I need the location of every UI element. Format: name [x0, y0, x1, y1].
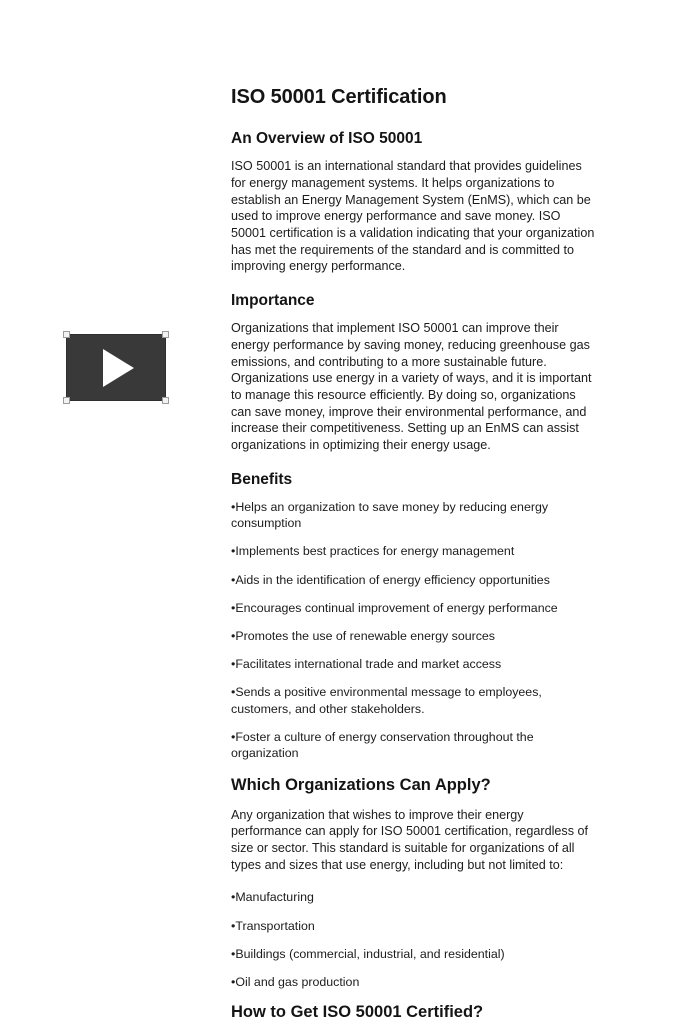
section-heading-importance: Importance — [231, 292, 315, 310]
video-thumbnail[interactable] — [67, 335, 165, 400]
bullet-dot: • — [231, 572, 236, 587]
section-benefits — [231, 470, 597, 761]
list-item-label: Aids in the identification of energy efficiency opportunities — [235, 572, 550, 587]
document-content — [231, 85, 597, 1034]
list-item-label: Sends a positive environmental message to employees, customers, and other stakeholders. — [231, 685, 542, 716]
list-item-label: Helps an organization to save money by reducing energy consumption — [231, 499, 549, 531]
selection-handle-top-left[interactable] — [63, 331, 70, 338]
bullet-dot: • — [231, 657, 236, 672]
list-item-label: Promotes the use of renewable energy sources — [235, 628, 496, 643]
bullet-dot: • — [231, 600, 236, 615]
list-item — [231, 543, 597, 559]
list-item — [231, 628, 597, 644]
list-item-label: Transportation — [235, 918, 315, 933]
bullet-dot: • — [231, 628, 236, 643]
list-item-label: Implements best practices for energy management — [235, 544, 515, 559]
section-heading-benefits: Benefits — [231, 470, 293, 488]
bullet-dot: • — [231, 544, 236, 559]
list-item-label: Manufacturing — [235, 890, 314, 905]
section-paragraph-which-organizations: Any organization that wishes to improve their energy performance can apply for ISO 50001 certification, regardless of size or sector. This standard is suitable for organizations of all types and sizes that use energy, including but not limited to: — [231, 807, 589, 872]
section-overview — [231, 129, 597, 275]
organization-types-bullet-list — [231, 889, 597, 990]
section-paragraph-importance: Organizations that implement ISO 50001 can improve their energy performance by saving money, reducing greenhouse gas emissions, and contributing to a more sustainable future. Organizations use energy in a variety of ways, and it is important to manage this resource efficiently. By doing so, organizations can save money, improve their environmental performance, and increase their competitiveness. Setting up an EnMS can assist organizations in optimizing their energy usage. — [231, 321, 592, 453]
list-item — [231, 600, 597, 616]
selection-handle-bottom-right[interactable] — [162, 397, 169, 404]
list-item-label: Buildings (commercial, industrial, and residential) — [235, 946, 505, 961]
section-paragraph-overview: ISO 50001 is an international standard that provides guidelines for energy management systems. It helps organizations to establish an Energy Management System (EnMS), which can be used to improve energy performance and save money. ISO 50001 certification is a validation indicating that your organization has met the requirements of the standard and is committed to improving energy performance. — [231, 159, 595, 274]
list-item — [231, 684, 597, 716]
page-title: ISO 50001 Certification — [231, 86, 447, 108]
selection-handle-top-right[interactable] — [162, 331, 169, 338]
list-item-label: Encourages continual improvement of energy performance — [235, 600, 558, 615]
video-placeholder-object[interactable] — [67, 335, 165, 400]
play-triangle-icon[interactable] — [103, 349, 134, 387]
list-item — [231, 918, 597, 934]
benefits-bullet-list — [231, 499, 597, 761]
bullet-dot: • — [231, 729, 236, 744]
bullet-dot: • — [231, 685, 236, 700]
list-item-label: Facilitates international trade and market access — [235, 657, 502, 672]
section-heading-which-organizations: Which Organizations Can Apply? — [231, 776, 491, 795]
bullet-dot: • — [231, 918, 236, 933]
section-how-to-get-certified — [231, 1002, 597, 1023]
list-item-label: Oil and gas production — [235, 975, 360, 990]
section-heading-how-to-get-certified: How to Get ISO 50001 Certified? — [231, 1003, 484, 1022]
list-item — [231, 656, 597, 672]
section-which-organizations — [231, 775, 597, 990]
bullet-dot: • — [231, 975, 236, 990]
list-item — [231, 974, 597, 990]
section-importance — [231, 291, 597, 454]
bullet-dot: • — [231, 499, 236, 514]
list-item — [231, 729, 597, 761]
list-item — [231, 572, 597, 588]
selection-handle-bottom-left[interactable] — [63, 397, 70, 404]
bullet-dot: • — [231, 946, 236, 961]
list-item — [231, 889, 597, 905]
list-item-label: Foster a culture of energy conservation throughout the organization — [231, 729, 534, 760]
section-heading-overview: An Overview of ISO 50001 — [231, 130, 423, 147]
bullet-dot: • — [231, 890, 236, 905]
list-item — [231, 499, 597, 531]
